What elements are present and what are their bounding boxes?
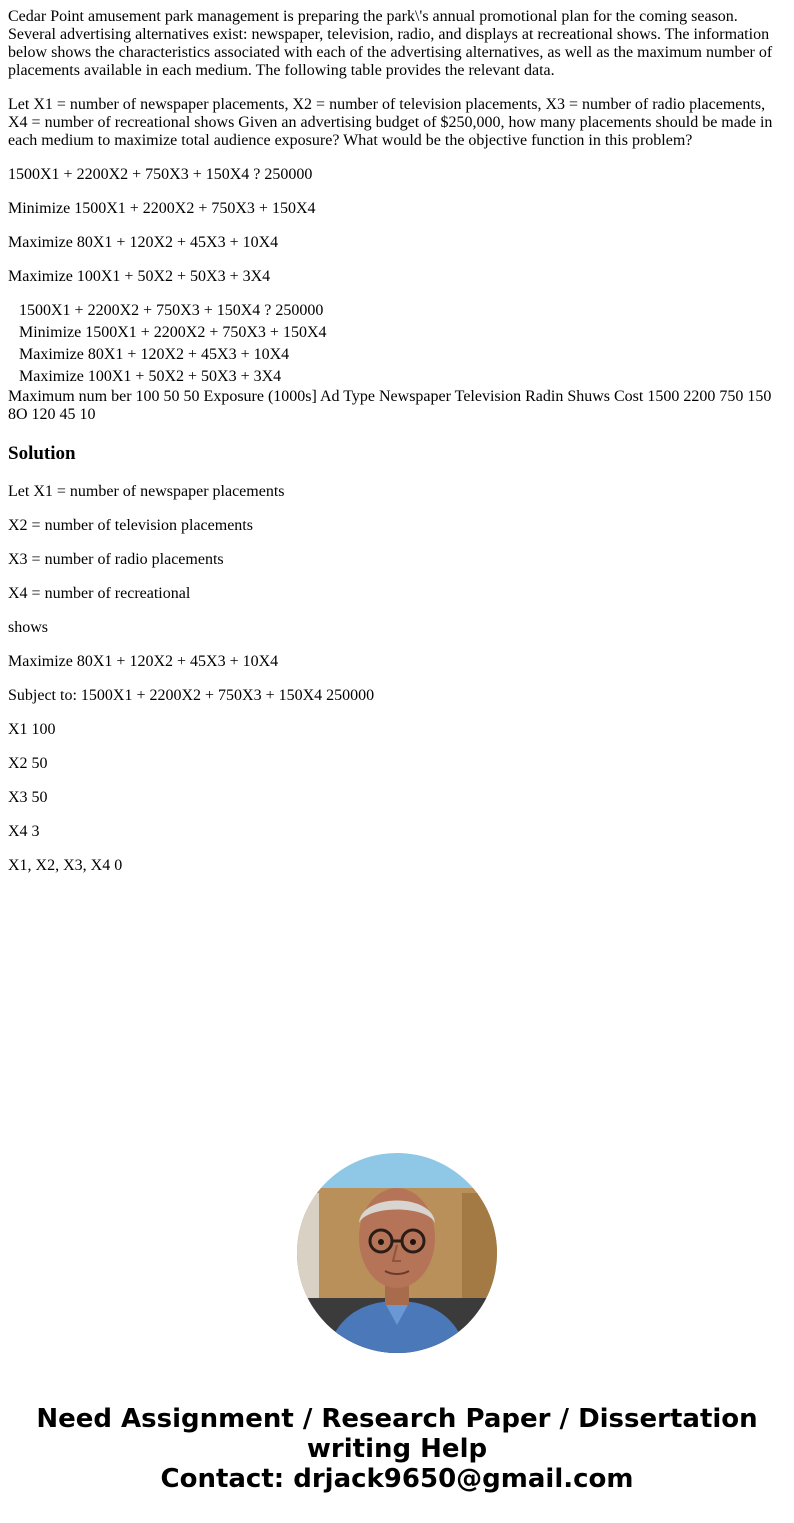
choice-2: Minimize 1500X1 + 2200X2 + 750X3 + 150X4 (8, 200, 316, 217)
solution-line: X4 3 (8, 823, 40, 840)
banner-line-1: Need Assignment / Research Paper / Dissertation (36, 1404, 758, 1434)
document-body (8, 0, 786, 891)
tutor-portrait-image (297, 1153, 497, 1353)
solution-line: Subject to: 1500X1 + 2200X2 + 750X3 + 150X4 250000 (8, 687, 375, 704)
solution-line: X4 = number of recreational (8, 585, 191, 602)
solution-line: X2 = number of television placements (8, 517, 253, 534)
contact-banner (0, 1404, 794, 1494)
solution-line: X3 = number of radio placements (8, 551, 224, 568)
solution-line: X3 50 (8, 789, 48, 806)
banner-line-3: Contact: drjack9650@gmail.com (160, 1464, 634, 1494)
tutor-avatar (297, 1153, 497, 1353)
choice-3: Maximize 80X1 + 120X2 + 45X3 + 10X4 (8, 234, 279, 251)
solution-heading: Solution (8, 443, 76, 464)
table-data-text: Maximum num ber 100 50 50 Exposure (1000s] Ad Type Newspaper Television Radin Shuws Cost 1500 2200 750 150 8O 120 45 10 (8, 388, 772, 423)
choice-4: Maximize 100X1 + 50X2 + 50X3 + 3X4 (8, 268, 271, 285)
banner-line-2: writing Help (306, 1434, 488, 1464)
answer-option-2[interactable]: Minimize 1500X1 + 2200X2 + 750X3 + 150X4 (19, 324, 327, 341)
answer-option-3[interactable]: Maximize 80X1 + 120X2 + 45X3 + 10X4 (19, 346, 290, 363)
solution-line: X1 100 (8, 721, 56, 738)
answer-options (8, 300, 786, 388)
choice-1: 1500X1 + 2200X2 + 750X3 + 150X4 ? 250000 (8, 166, 313, 183)
solution-line: X2 50 (8, 755, 48, 772)
solution-line: X1, X2, X3, X4 0 (8, 857, 123, 874)
question-prompt: Let X1 = number of newspaper placements, X2 = number of television placements, X3 = number of radio placements, X4 = number of recreational shows Given an advertising budget of $250,000, how many placements should be made in each medium to maximize total audience exposure? What would be the objective function in this problem? (8, 96, 773, 149)
answer-option-1[interactable]: 1500X1 + 2200X2 + 750X3 + 150X4 ? 250000 (19, 302, 324, 319)
question-intro: Cedar Point amusement park management is preparing the park\'s annual promotional plan for the coming season. Several advertising alternatives exist: newspaper, television, radio, and displays at recreational shows. The information below shows the characteristics associated with each of the advertising alternatives, as well as the maximum number of placements available in each medium. The following table provides the relevant data. (8, 8, 773, 79)
solution-line: Maximize 80X1 + 120X2 + 45X3 + 10X4 (8, 653, 279, 670)
solution-body (8, 483, 786, 875)
answer-option-4[interactable]: Maximize 100X1 + 50X2 + 50X3 + 3X4 (19, 368, 282, 385)
solution-line: shows (8, 619, 49, 636)
solution-line: Let X1 = number of newspaper placements (8, 483, 285, 500)
